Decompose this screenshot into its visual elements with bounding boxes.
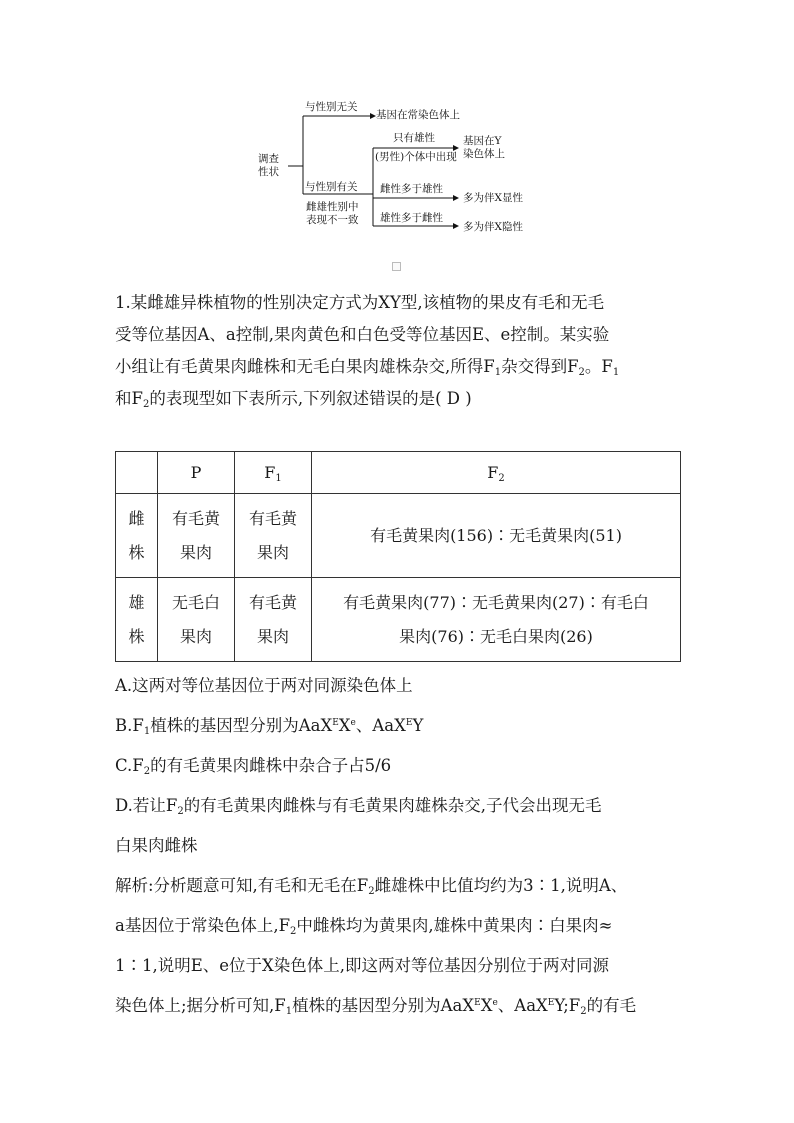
row-label: 雄 株 <box>116 578 158 662</box>
question-line: 受等位基因A、a控制,果肉黄色和白色受等位基因E、e控制。某实验 <box>115 325 610 344</box>
table-row-male <box>116 578 681 662</box>
branch-unrelated: 与性别无关 <box>305 101 358 113</box>
cell-f2: 有毛黄果肉(156)∶无毛黄果肉(51) <box>312 494 681 578</box>
options-and-analysis <box>115 666 685 1026</box>
header-empty <box>116 452 158 494</box>
cond-male-only-2: (男性)个体中出现 <box>375 151 457 163</box>
question-line: 1.某雌雄异株植物的性别决定方式为XY型,该植物的果皮有毛和无毛 <box>115 293 605 312</box>
image-placeholder-icon <box>392 262 401 271</box>
cell-p: 有毛黄 果肉 <box>158 494 235 578</box>
result-autosome: 基因在常染色体上 <box>376 109 460 121</box>
cond-inconsistent: 雌雄性别中 表现不一致 <box>306 201 359 226</box>
analysis-line: 染色体上;据分析可知$,F_1$植株的基因型分别为AaX$^E$Xe、$AaX^EY;F_2$的有毛 <box>115 996 637 1017</box>
phenotype-table <box>115 451 681 662</box>
option-a: A.这两对等位基因位于两对同源染色体上 <box>115 676 413 695</box>
flow-diagram <box>258 98 548 243</box>
table-row-female <box>116 494 681 578</box>
header-f1: $F_1$ <box>235 452 312 494</box>
analysis-line: 1∶1,说明E、e位于X染色体上,即这两对等位基因分别位于两对同源 <box>115 956 610 975</box>
option-c: $C.F_2$的有毛黄果肉雌株中杂合子占5/6 <box>115 756 392 777</box>
branch-related: 与性别有关 <box>305 181 358 193</box>
header-p: P <box>158 452 235 494</box>
cell-f1: 有毛黄 果肉 <box>235 578 312 662</box>
cond-female-more: 雌性多于雄性 <box>380 183 443 195</box>
result-x-dominant: 多为伴X显性 <box>463 192 523 204</box>
cell-f1: 有毛黄 果肉 <box>235 494 312 578</box>
result-y: 基因在Y 染色体上 <box>463 135 505 160</box>
row-label: 雌 株 <box>116 494 158 578</box>
analysis-line: 解析:分析题意可知,有毛和无毛在$F_2$雌雄株中比值均约为3∶1,说明A、 <box>115 876 628 897</box>
question-line: 和$F_2$的表现型如下表所示,下列叙述错误的是( D ) <box>115 389 472 410</box>
cell-f2: 有毛黄果肉(77)∶无毛黄果肉(27)∶有毛白 果肉(76)∶无毛白果肉(26) <box>312 578 681 662</box>
diagram-root: 调查 性状 <box>258 153 279 178</box>
header-f2: $F_2$ <box>312 452 681 494</box>
result-x-recessive: 多为伴X隐性 <box>463 221 523 233</box>
cond-male-more: 雄性多于雌性 <box>380 212 443 224</box>
cond-male-only-1: 只有雄性 <box>393 132 435 144</box>
question-line: 小组让有毛黄果肉雌株和无毛白果肉雄株杂交,所得$F_1$杂交得到$F_2$。$F_1$ <box>115 357 620 378</box>
option-b: $B.F_1$植株的基因型分别为AaX$^E$Xe、AaX$^E$Y <box>115 716 424 737</box>
question-stem <box>115 287 685 415</box>
option-d: D.若让$F_2$的有毛黄果肉雌株与有毛黄果肉雄株杂交,子代会出现无毛 <box>115 796 602 817</box>
table-header-row <box>116 452 681 494</box>
analysis-line: a基因位于常染色体上$,F_2$中雌株均为黄果肉,雄株中黄果肉∶白果肉≈ <box>115 916 613 937</box>
option-d-cont: 白果肉雌株 <box>115 836 198 855</box>
cell-p: 无毛白 果肉 <box>158 578 235 662</box>
